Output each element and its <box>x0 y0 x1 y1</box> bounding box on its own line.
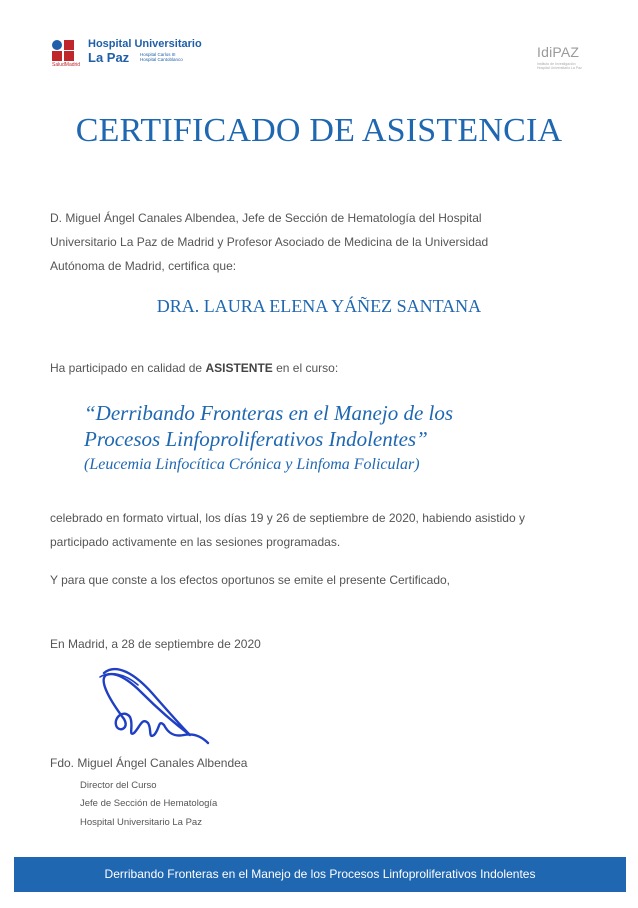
details-line-1: celebrado en formato virtual, los días 19 y 26 de septiembre de 2020, habiendo asistido y <box>50 511 525 525</box>
participation-line <box>50 356 590 380</box>
signatory-role-3: Hospital Universitario La Paz <box>80 817 202 828</box>
signatory-name: Fdo. Miguel Ángel Canales Albendea <box>50 756 248 770</box>
details-paragraph <box>50 506 590 554</box>
intro-line-2: Universitario La Paz de Madrid y Profesor Asociado de Medicina de la Universidad <box>50 235 489 249</box>
hospital-name-line2: La Paz <box>88 50 130 65</box>
closing-line: Y para que conste a los efectos oportunos se emite el presente Certificado, <box>50 573 451 587</box>
footer-banner: Derribando Fronteras en el Manejo de los Procesos Linfoproliferativos Indolentes <box>14 857 626 892</box>
intro-paragraph <box>50 206 590 278</box>
participation-suffix: en el curso: <box>272 361 339 375</box>
recipient-name: DRA. LAURA ELENA YÁÑEZ SANTANA <box>156 296 482 316</box>
intro-line-1: D. Miguel Ángel Canales Albendea, Jefe de Sección de Hematología del Hospital <box>50 211 482 225</box>
idipaz-logo-text: IdiPAZ <box>537 44 580 60</box>
certificate-title: CERTIFICADO DE ASISTENCIA <box>75 112 563 149</box>
madrid-logo-icon <box>52 40 84 62</box>
signatory-role-2: Jefe de Sección de Hematología <box>80 798 218 809</box>
course-title-line-1: “Derribando Fronteras en el Manejo de los <box>84 401 454 425</box>
hospital-sub-label: Hospital Carlos III Hospital Cantoblanco <box>140 52 183 62</box>
idipaz-logo <box>537 44 597 72</box>
details-line-2: participado activamente en las sesiones programadas. <box>50 535 341 549</box>
signature-icon <box>94 663 212 751</box>
place-date: En Madrid, a 28 de septiembre de 2020 <box>50 637 261 651</box>
signatory-role-1: Director del Curso <box>80 780 157 791</box>
hospital-logo <box>52 38 202 68</box>
course-title-line-2: Procesos Linfoproliferativos Indolentes” <box>84 427 428 451</box>
intro-line-3: Autónoma de Madrid, certifica que: <box>50 259 237 273</box>
participation-prefix: Ha participado en calidad de <box>50 361 206 375</box>
salud-madrid-label: SaludMadrid <box>52 62 81 68</box>
course-subtitle: (Leucemia Linfocítica Crónica y Linfoma Folicular) <box>84 456 420 473</box>
idipaz-sub-label: Instituto de Investigación Hospital Universitario La Paz <box>537 62 582 70</box>
participation-role: ASISTENTE <box>205 361 273 375</box>
hospital-name-line1: Hospital Universitario <box>88 38 202 50</box>
